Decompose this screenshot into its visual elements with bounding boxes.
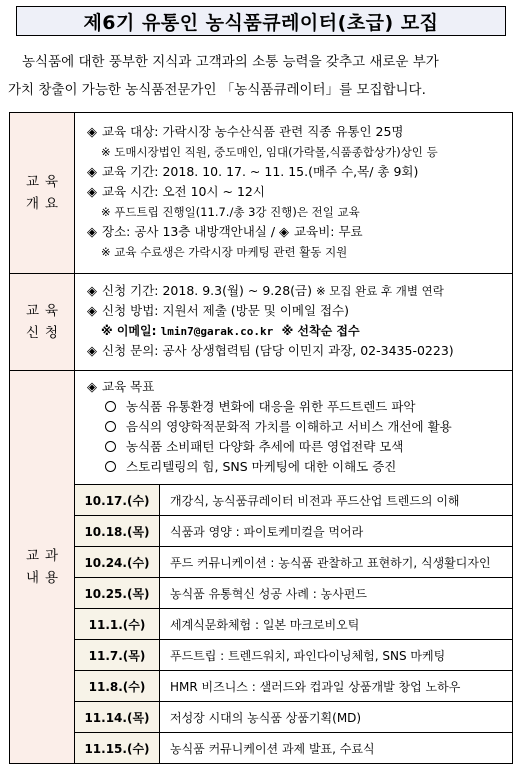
intro-paragraph <box>8 48 513 104</box>
schedule-table <box>75 485 512 763</box>
overview-period <box>75 162 512 182</box>
apply-period <box>75 281 512 301</box>
contents-label-bottom: 내용 <box>25 570 65 586</box>
contents-content <box>75 371 513 764</box>
info-table <box>9 112 513 764</box>
schedule-row <box>75 609 512 640</box>
schedule-date: 10.17.(수) <box>75 485 160 516</box>
schedule-row <box>75 733 512 764</box>
schedule-topic: 세계식문화체험 : 일본 마크로비오틱 <box>160 609 513 640</box>
schedule-topic: 저성장 시대의 농식품 상품기획(MD) <box>160 702 513 733</box>
apply-contact <box>75 341 512 361</box>
diamond-icon: ◈ <box>87 284 97 299</box>
diamond-icon: ◈ <box>87 380 97 395</box>
circle-bullet-icon <box>105 461 116 472</box>
diamond-icon: ◈ <box>279 225 290 240</box>
overview-period-text: 교육 기간: 2018. 10. 17. ~ 11. 15.(매주 수,목/ 총 9회) <box>102 164 419 179</box>
schedule-topic: HMR 비즈니스 : 샐러드와 컵과일 상품개발 창업 노하우 <box>160 671 513 702</box>
goal-item <box>75 437 512 457</box>
overview-time-note: ※ 푸드트립 진행일(11.7./총 3강 진행)은 전일 교육 <box>101 205 360 219</box>
schedule-date: 11.15.(수) <box>75 733 160 764</box>
schedule-row <box>75 547 512 578</box>
overview-target <box>75 122 512 142</box>
schedule-date: 10.24.(수) <box>75 547 160 578</box>
apply-method <box>75 301 512 321</box>
page-title: 제6기 유통인 농식품큐레이터(초급) 모집 <box>83 11 439 34</box>
goal-text: 농식품 유통환경 변화에 대응을 위한 푸드트렌드 파악 <box>126 399 416 414</box>
title-box <box>16 6 506 36</box>
schedule-row <box>75 702 512 733</box>
apply-label <box>10 274 75 371</box>
overview-place <box>75 222 512 242</box>
apply-email-link[interactable]: lmin7@garak.co.kr <box>160 325 274 338</box>
schedule-row <box>75 485 512 516</box>
schedule-topic: 농식품 유통혁신 성공 사례 : 농사펀드 <box>160 578 513 609</box>
contents-row <box>10 371 513 764</box>
schedule-row <box>75 640 512 671</box>
apply-row <box>10 274 513 371</box>
overview-time <box>75 182 512 202</box>
apply-label-top: 교육 <box>25 303 65 319</box>
circle-bullet-icon <box>105 401 116 412</box>
goal-item <box>75 457 512 477</box>
schedule-row <box>75 578 512 609</box>
overview-place-text: 장소: 공사 13층 내방객안내실 / <box>102 224 276 239</box>
apply-period-note: ※ 모집 완료 후 개별 연락 <box>316 284 444 298</box>
circle-bullet-icon <box>105 441 116 452</box>
apply-email-prefix: ※ 이메일: <box>101 324 157 338</box>
diamond-icon: ◈ <box>87 165 97 180</box>
apply-method-text: 신청 방법: 지원서 제출 (방문 및 이메일 접수) <box>102 303 350 318</box>
circle-bullet-icon <box>105 421 116 432</box>
apply-label-bottom: 신청 <box>25 325 65 341</box>
goal-section <box>75 371 512 485</box>
overview-row <box>10 113 513 274</box>
schedule-date: 11.14.(목) <box>75 702 160 733</box>
apply-period-text: 신청 기간: 2018. 9.3(월) ~ 9.28(금) <box>102 283 313 298</box>
schedule-topic: 푸드 커뮤니케이션 : 농식품 관찰하고 표현하기, 식생활디자인 <box>160 547 513 578</box>
overview-content <box>75 113 513 274</box>
goal-text: 음식의 영양학적문화적 가치를 이해하고 서비스 개선에 활용 <box>126 419 452 434</box>
diamond-icon: ◈ <box>87 225 97 240</box>
schedule-date: 11.7.(목) <box>75 640 160 671</box>
schedule-date: 10.18.(목) <box>75 516 160 547</box>
contents-label-top: 교과 <box>25 548 65 564</box>
goal-item <box>75 397 512 417</box>
overview-label-bottom: 개요 <box>25 196 65 212</box>
intro-line-2: 가치 창출이 가능한 농식품전문가인 「농식품큐레이터」를 모집합니다. <box>8 82 426 98</box>
diamond-icon: ◈ <box>87 304 97 319</box>
overview-time-text: 교육 시간: 오전 10시 ~ 12시 <box>102 184 265 199</box>
diamond-icon: ◈ <box>87 125 97 140</box>
overview-target-note: ※ 도매시장법인 직원, 중도매인, 임대(가락몰,식품종합상가)상인 등 <box>101 145 438 159</box>
goal-text: 농식품 소비패턴 다양화 추세에 따른 영업전략 모색 <box>126 439 404 454</box>
schedule-date: 11.8.(수) <box>75 671 160 702</box>
schedule-row <box>75 516 512 547</box>
intro-line-1: 농식품에 대한 풍부한 지식과 고객과의 소통 능력을 갖추고 새로운 부가 <box>22 54 439 70</box>
overview-place-note: ※ 교육 수료생은 가락시장 마케팅 관련 활동 지원 <box>101 245 348 259</box>
apply-contact-text: 신청 문의: 공사 상생협력팀 (담당 이민지 과장, 02-3435-0223) <box>102 343 454 358</box>
goal-head <box>75 377 512 397</box>
overview-target-text: 교육 대상: 가락시장 농수산식품 관련 직종 유통인 25명 <box>102 124 404 139</box>
schedule-date: 10.25.(목) <box>75 578 160 609</box>
apply-content <box>75 274 513 371</box>
overview-label <box>10 113 75 274</box>
goal-text: 스토리텔링의 힘, SNS 마케팅에 대한 이해도 증진 <box>126 459 397 474</box>
diamond-icon: ◈ <box>87 185 97 200</box>
overview-label-top: 교육 <box>25 174 65 190</box>
schedule-row <box>75 671 512 702</box>
goal-head-text: 교육 목표 <box>102 379 155 394</box>
goal-item <box>75 417 512 437</box>
schedule-topic: 푸드트립 : 트렌드워치, 파인다이닝체험, SNS 마케팅 <box>160 640 513 671</box>
apply-email-suffix: ※ 선착순 접수 <box>281 324 360 338</box>
diamond-icon: ◈ <box>87 344 97 359</box>
contents-label <box>10 371 75 764</box>
schedule-topic: 식품과 영양 : 파이토케미컬을 먹어라 <box>160 516 513 547</box>
overview-fee-text: 교육비: 무료 <box>294 224 363 239</box>
apply-email-line <box>75 321 512 341</box>
schedule-date: 11.1.(수) <box>75 609 160 640</box>
schedule-topic: 개강식, 농식품큐레이터 비전과 푸드산업 트렌드의 이해 <box>160 485 513 516</box>
schedule-topic: 농식품 커뮤니케이션 과제 발표, 수료식 <box>160 733 513 764</box>
